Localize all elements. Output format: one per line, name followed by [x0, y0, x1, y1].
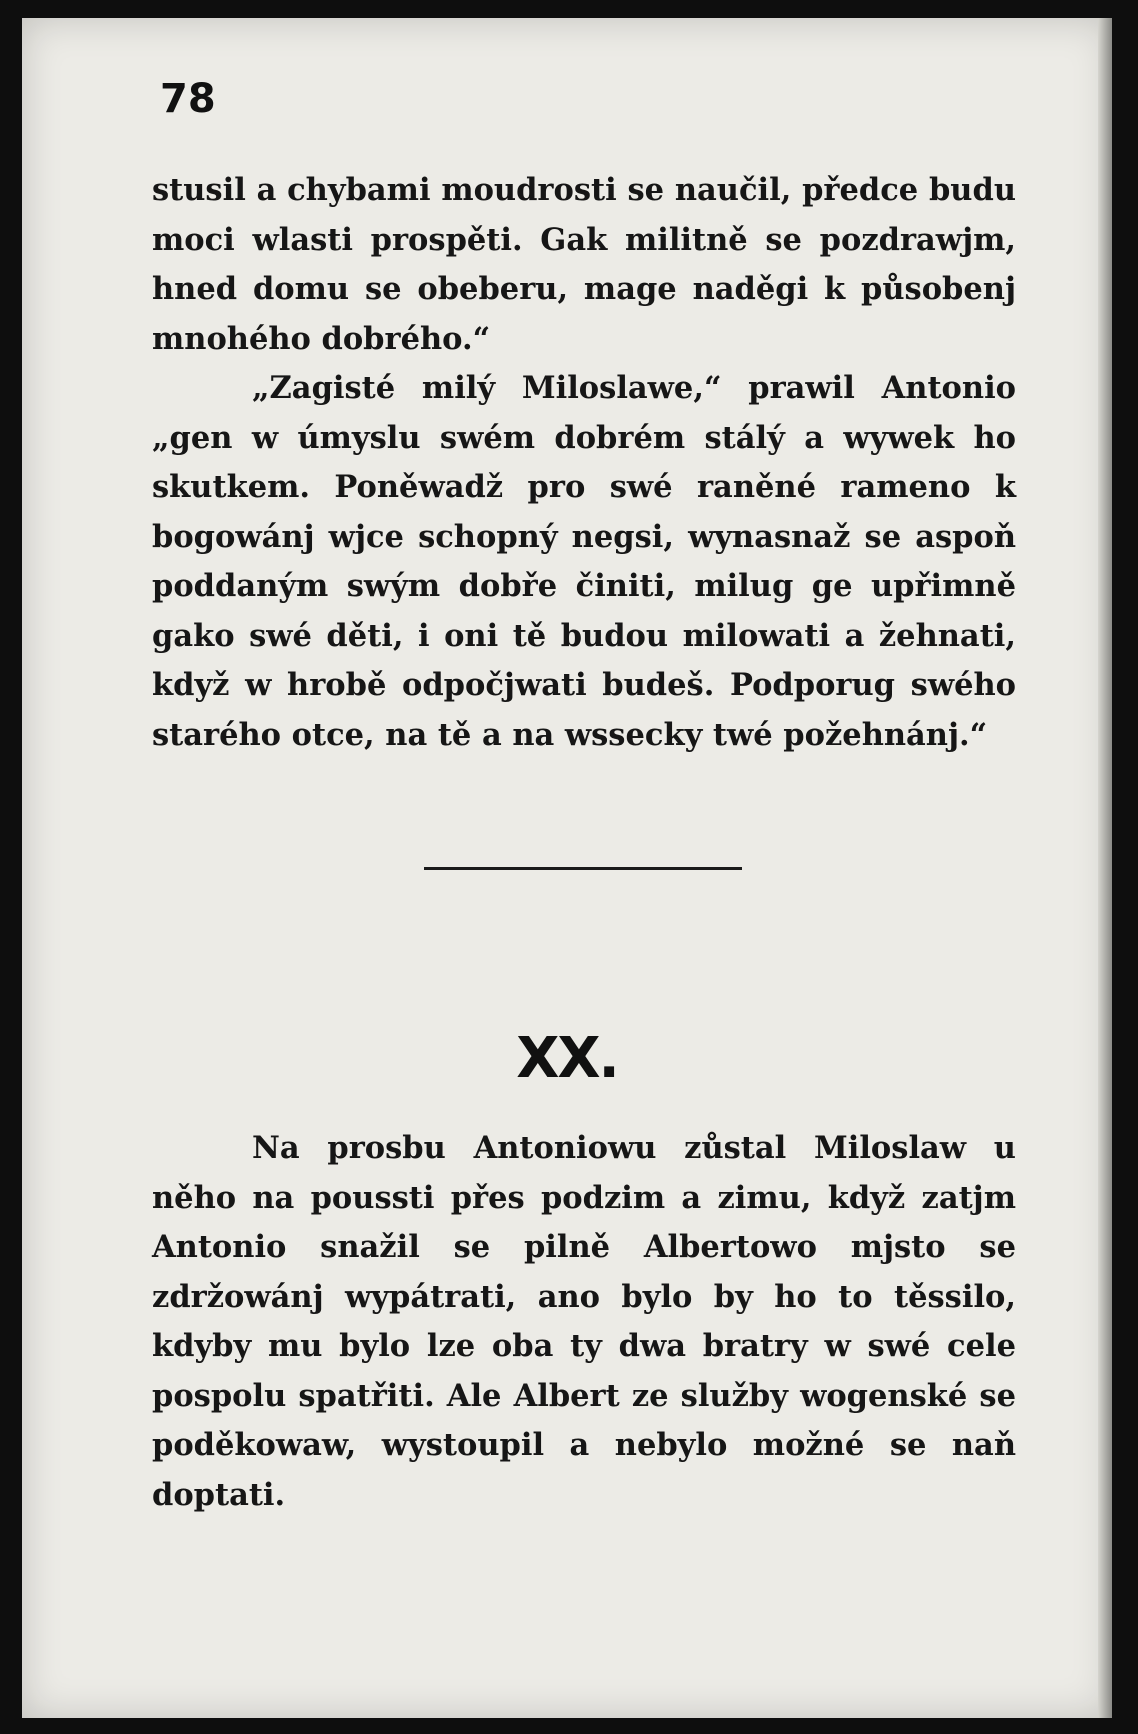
paragraph: stusil a chybami moudrosti se naučil, předce budu moci wlasti prospěti. Gak militně se pozdrawjm, hned domu se obeberu, mage naděgi k působenj mnohého dobrého.“ — [152, 172, 1016, 357]
page-spine-shadow — [1098, 18, 1112, 1718]
paragraph: Na prosbu Antoniowu zůstal Miloslaw u něho na poussti přes podzim a zimu, když zatjm Antonio snažil se pilně Albertowo mjsto se zdržowánj wypátrati, ano bylo by ho to těssilo, kdyby mu bylo lze oba ty dwa bratry w swé cele pospolu spatřiti. Ale Albert ze služby wogenské se poděkowaw, wystoupil a nebylo možné se naň doptati. — [152, 1130, 1016, 1513]
paragraph: „Zagisté milý Miloslawe,“ prawil Antonio „gen w úmyslu swém dobrém stálý a wywek ho skutkem. Poněwadž pro swé raněné rameno k bogowánj wjce schopný negsi, wynasnaž se aspoň poddaným swým dobře činiti, milug ge upřimně gako swé děti, i oni tě budou milowati a žehnati, když w hrobě odpočjwati budeš. Podporug swého starého otce, na tě a na wssecky twé požehnánj.“ — [152, 370, 1016, 753]
section-divider — [424, 867, 742, 870]
chapter-heading: XX. — [516, 1026, 618, 1091]
text-block-top — [152, 166, 1016, 760]
page-number: 78 — [160, 76, 216, 122]
text-block-bottom — [152, 1124, 1016, 1520]
book-page — [22, 18, 1112, 1718]
